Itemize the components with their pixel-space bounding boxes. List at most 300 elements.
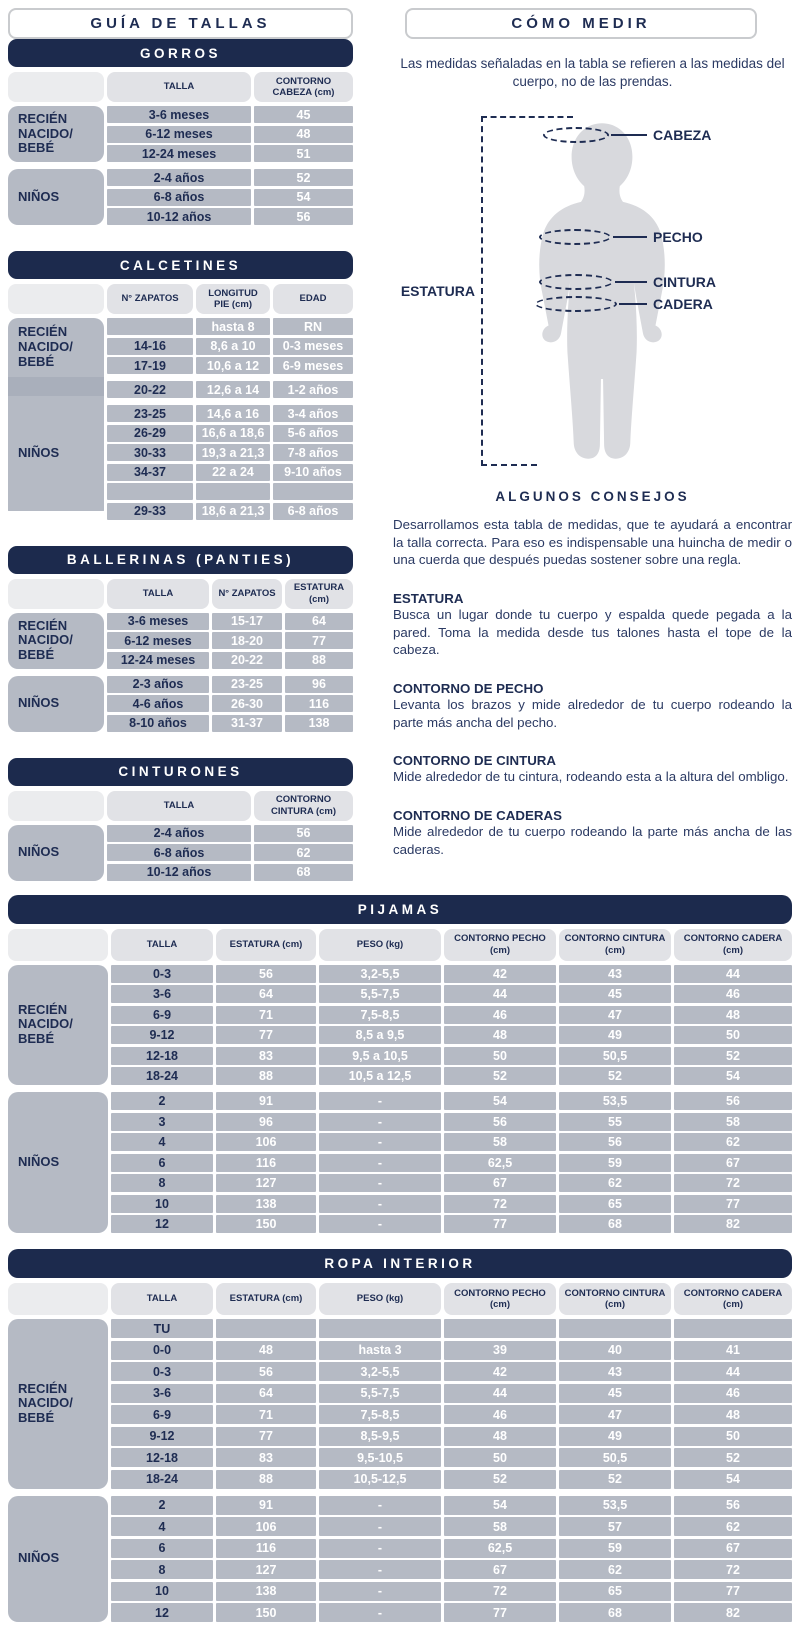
table-row: [107, 715, 353, 732]
cell: 150: [216, 1215, 316, 1233]
table-body: [8, 106, 353, 225]
cell: -: [319, 1560, 441, 1579]
cell: 64: [216, 1384, 316, 1403]
cell: -: [319, 1603, 441, 1622]
table-body: [8, 613, 353, 732]
cell: 52: [559, 1470, 671, 1489]
cell: 56: [254, 825, 353, 842]
table-row: [111, 1603, 792, 1622]
table-title-bar: PIJAMAS: [8, 895, 792, 924]
cell: 47: [559, 1405, 671, 1424]
cell: -: [319, 1195, 441, 1213]
cell: 62,5: [444, 1539, 556, 1558]
column-header: TALLA: [111, 1283, 213, 1315]
cell: 64: [285, 613, 353, 630]
group-label: NIÑOS: [8, 1092, 108, 1233]
hip-label: CADERA: [653, 295, 713, 312]
cell: 56: [674, 1496, 792, 1515]
cell: 72: [444, 1195, 556, 1213]
cell: 49: [559, 1026, 671, 1044]
table-row: [107, 169, 353, 186]
table-row: [111, 1341, 792, 1360]
cell: 88: [216, 1470, 316, 1489]
guide-title: GUÍA DE TALLAS: [90, 15, 271, 32]
column-header: TALLA: [107, 72, 251, 102]
table-row: [107, 189, 353, 206]
label-column: [8, 1319, 108, 1622]
column-header: PESO (kg): [319, 1283, 441, 1315]
table-row: [111, 1427, 792, 1446]
table-row: [111, 1026, 792, 1044]
table-body: [8, 965, 792, 1234]
table-row: [107, 613, 353, 630]
cell: 0-3: [111, 965, 213, 983]
chest-label-line: [613, 236, 647, 238]
cell: 62: [559, 1174, 671, 1192]
table-row: [107, 632, 353, 649]
cell: 0-3 meses: [273, 338, 353, 355]
corner-cell: [8, 929, 108, 961]
cell: 8,6 a 10: [196, 338, 270, 355]
cell: 56: [559, 1133, 671, 1151]
cell: 138: [216, 1195, 316, 1213]
cell: 67: [674, 1539, 792, 1558]
cell: 31-37: [212, 715, 282, 732]
section-estatura: [393, 591, 792, 659]
group-label: RECIÉN NACIDO/ BEBÉ: [8, 106, 104, 162]
cell: 77: [674, 1582, 792, 1601]
measure-intro-text: Las medidas señaladas en la tabla se refieren a las medidas del cuerpo, no de las prendas.: [400, 56, 785, 89]
column-header: CONTORNO CADERA (cm): [674, 929, 792, 961]
head-label-line: [611, 134, 647, 136]
section-title: CONTORNO DE CADERAS: [393, 807, 562, 823]
cell: 77: [216, 1427, 316, 1446]
table-header-row: [8, 284, 353, 314]
cell: [107, 318, 193, 335]
table-ropa-interior: [8, 1249, 792, 1622]
cell: 67: [444, 1174, 556, 1192]
cell: 10-12 años: [107, 208, 251, 225]
section-title: CONTORNO DE CINTURA: [393, 753, 557, 769]
cell: 67: [444, 1560, 556, 1579]
cell: -: [319, 1174, 441, 1192]
corner-cell: [8, 791, 104, 821]
table-row: [111, 1195, 792, 1213]
cell: 62,5: [444, 1154, 556, 1172]
table-row: [107, 338, 353, 355]
cell: 72: [674, 1174, 792, 1192]
corner-cell: [8, 72, 104, 102]
cell: 2-4 años: [107, 169, 251, 186]
cell: 8: [111, 1560, 213, 1579]
column-header: TALLA: [107, 579, 209, 609]
cell: 64: [216, 985, 316, 1003]
table-ballerinas: [8, 546, 353, 732]
column-header: TALLA: [111, 929, 213, 961]
cell: 116: [285, 695, 353, 712]
cell: 5-6 años: [273, 425, 353, 442]
section-contorno-cintura: [393, 753, 792, 786]
row-group: [107, 106, 353, 162]
cell: 54: [444, 1496, 556, 1515]
right-column: [353, 8, 792, 881]
table-row: [107, 464, 353, 481]
cell: 91: [216, 1496, 316, 1515]
row-group: [107, 405, 353, 520]
table-title-bar: CINTURONES: [8, 758, 353, 786]
height-dashed-line: [481, 116, 483, 466]
cell: 18-20: [212, 632, 282, 649]
column-header: PESO (kg): [319, 929, 441, 961]
table-row: [111, 1067, 792, 1085]
cell: 44: [444, 985, 556, 1003]
cell: 2-3 años: [107, 676, 209, 693]
body-measure-diagram: [393, 103, 792, 475]
cell: 67: [674, 1154, 792, 1172]
cell: 42: [444, 965, 556, 983]
table-row: [111, 1560, 792, 1579]
table-row: [107, 444, 353, 461]
table-row: [111, 1047, 792, 1065]
cell: 2: [111, 1092, 213, 1110]
cell: 62: [674, 1517, 792, 1536]
cell: 10: [111, 1195, 213, 1213]
section-text: Mide alrededor de tu cuerpo rodeando la parte más ancha de las caderas.: [393, 823, 792, 857]
cell: 127: [216, 1560, 316, 1579]
cell: 5,5-7,5: [319, 1384, 441, 1403]
cell: 77: [674, 1195, 792, 1213]
table-row: [107, 208, 353, 225]
cell: 8,5-9,5: [319, 1427, 441, 1446]
cell: 52: [254, 169, 353, 186]
cell: 54: [674, 1470, 792, 1489]
cell: 62: [559, 1560, 671, 1579]
table-header-row: [8, 791, 353, 821]
cell: 9-10 años: [273, 464, 353, 481]
cell: 16,6 a 18,6: [196, 425, 270, 442]
row-group: [111, 1092, 792, 1233]
column-header: N° ZAPATOS: [107, 284, 193, 314]
row-group: [107, 676, 353, 732]
cell: hasta 3: [319, 1341, 441, 1360]
cell: 6-9: [111, 1006, 213, 1024]
table-row: [107, 483, 353, 500]
table-body: [8, 318, 353, 520]
table-header-row: [8, 579, 353, 609]
cell: 23-25: [107, 405, 193, 422]
cell: -: [319, 1496, 441, 1515]
height-dashed-top-tick: [481, 116, 573, 118]
cell: 1-2 años: [273, 381, 353, 398]
label-column: [8, 825, 104, 881]
tips-text: Desarrollamos esta tabla de medidas, que te ayudará a encontrar la talla correcta. Para eso es indispensable una huincha de medir o una cuerda que después puedas sostener sobre una regla.: [393, 516, 792, 568]
section-title: ESTATURA: [393, 590, 464, 606]
cell: 56: [444, 1113, 556, 1131]
table-row: [111, 965, 792, 983]
table-row: [107, 126, 353, 143]
cell: 6-8 años: [107, 189, 251, 206]
height-label: ESTATURA: [400, 282, 475, 299]
cell: 96: [216, 1113, 316, 1131]
cell: 82: [674, 1215, 792, 1233]
column-header: ESTATURA (cm): [216, 1283, 316, 1315]
cell: 18,6 a 21,3: [196, 503, 270, 520]
cell: 52: [674, 1448, 792, 1467]
cell: 106: [216, 1133, 316, 1151]
cell: 62: [674, 1133, 792, 1151]
column-header: ESTATURA (cm): [216, 929, 316, 961]
table-row: [111, 985, 792, 1003]
group-label: NIÑOS: [8, 169, 104, 225]
section-text: Busca un lugar donde tu cuerpo y espalda quede pegada a la pared. Toma la medida desde tus talones hasta el tope de la cabeza.: [393, 606, 792, 658]
cell: 46: [444, 1405, 556, 1424]
cell: 48: [674, 1405, 792, 1424]
cell: 48: [216, 1341, 316, 1360]
cell: 6-8 años: [273, 503, 353, 520]
cell: 56: [254, 208, 353, 225]
cell: 10: [111, 1582, 213, 1601]
cell: 56: [216, 1362, 316, 1381]
cell: 59: [559, 1539, 671, 1558]
cell: 52: [559, 1067, 671, 1085]
cell: 12-18: [111, 1448, 213, 1467]
cell: 59: [559, 1154, 671, 1172]
cell: 44: [674, 965, 792, 983]
section-text: Mide alrededor de tu cintura, rodeando esta a la altura del ombligo.: [393, 769, 789, 785]
cell: 7-8 años: [273, 444, 353, 461]
cell: hasta 8: [196, 318, 270, 335]
cell: 46: [674, 1384, 792, 1403]
left-column: [8, 8, 353, 881]
column-header: CONTORNO CINTURA (cm): [559, 929, 671, 961]
rows-column: [107, 825, 353, 881]
group-label: NIÑOS: [8, 825, 104, 881]
cell: 6-8 años: [107, 844, 251, 861]
row-group: [107, 381, 353, 398]
cell: 83: [216, 1047, 316, 1065]
cell: [319, 1319, 441, 1338]
cell: 52: [444, 1067, 556, 1085]
cell: 68: [559, 1215, 671, 1233]
cell: 72: [444, 1582, 556, 1601]
cell: 8,5 a 9,5: [319, 1026, 441, 1044]
cell: 68: [254, 864, 353, 881]
table-header-row: [8, 1283, 792, 1315]
cell: 96: [285, 676, 353, 693]
cell: 3-6: [111, 1384, 213, 1403]
cell: 3-6: [111, 985, 213, 1003]
cell: 58: [444, 1133, 556, 1151]
cell: 2-4 años: [107, 825, 251, 842]
cell: 88: [285, 652, 353, 669]
cell: 50: [674, 1427, 792, 1446]
cell: 45: [559, 985, 671, 1003]
cell: 4: [111, 1133, 213, 1151]
table-body: [8, 825, 353, 881]
row-group: [111, 965, 792, 1086]
cell: 58: [674, 1113, 792, 1131]
rows-column: [107, 106, 353, 225]
group-label: RECIÉN NACIDO/ BEBÉ: [8, 613, 104, 669]
cell: 68: [559, 1603, 671, 1622]
table-row: [107, 652, 353, 669]
cell: 72: [674, 1560, 792, 1579]
table-row: [107, 425, 353, 442]
table-row: [111, 1174, 792, 1192]
table-header-row: [8, 72, 353, 102]
cell: 12-24 meses: [107, 145, 251, 162]
cell: 30-33: [107, 444, 193, 461]
cell: 57: [559, 1517, 671, 1536]
cell: 8: [111, 1174, 213, 1192]
table-row: [107, 145, 353, 162]
cell: RN: [273, 318, 353, 335]
table-row: [111, 1470, 792, 1489]
row-group: [111, 1319, 792, 1489]
cell: 82: [674, 1603, 792, 1622]
cell: 56: [216, 965, 316, 983]
cell: 51: [254, 145, 353, 162]
cell: 3-6 meses: [107, 613, 209, 630]
cell: 44: [444, 1384, 556, 1403]
table-title-bar: GORROS: [8, 39, 353, 67]
cell: 53,5: [559, 1496, 671, 1515]
table-row: [111, 1496, 792, 1515]
rows-column: [111, 1319, 792, 1622]
table-row: [111, 1006, 792, 1024]
table-pijamas: [8, 895, 792, 1234]
cell: 6: [111, 1154, 213, 1172]
section-contorno-caderas: [393, 808, 792, 858]
cell: 18-24: [111, 1067, 213, 1085]
cell: 20-22: [212, 652, 282, 669]
cell: 12: [111, 1215, 213, 1233]
cell: 8-10 años: [107, 715, 209, 732]
cell: 14-16: [107, 338, 193, 355]
cell: 4: [111, 1517, 213, 1536]
cell: 20-22: [107, 381, 193, 398]
cell: 40: [559, 1341, 671, 1360]
cell: 3-4 años: [273, 405, 353, 422]
head-label: CABEZA: [653, 126, 712, 143]
hip-measure-ellipse: [535, 296, 617, 312]
cell: 55: [559, 1113, 671, 1131]
cell: [273, 483, 353, 500]
cell: 10,6 a 12: [196, 357, 270, 374]
table-row: [107, 405, 353, 422]
waist-label: CINTURA: [653, 273, 716, 290]
cell: 29-33: [107, 503, 193, 520]
cell: 127: [216, 1174, 316, 1192]
table-row: [107, 825, 353, 842]
cell: 50,5: [559, 1047, 671, 1065]
cell: 49: [559, 1427, 671, 1446]
table-row: [111, 1133, 792, 1151]
cell: 10-12 años: [107, 864, 251, 881]
cell: 65: [559, 1195, 671, 1213]
cell: [196, 483, 270, 500]
cell: TU: [111, 1319, 213, 1338]
cell: 9-12: [111, 1026, 213, 1044]
cell: 3-6 meses: [107, 106, 251, 123]
table-row: [111, 1582, 792, 1601]
cell: 34-37: [107, 464, 193, 481]
table-row: [111, 1448, 792, 1467]
how-to-measure-title: CÓMO MEDIR: [511, 15, 651, 32]
table-row: [107, 357, 353, 374]
rows-column: [107, 613, 353, 732]
table-row: [111, 1517, 792, 1536]
cell: 48: [674, 1006, 792, 1024]
cell: 43: [559, 1362, 671, 1381]
section-contorno-pecho: [393, 681, 792, 731]
cell: 0-3: [111, 1362, 213, 1381]
cell: 9-12: [111, 1427, 213, 1446]
cell: 26-29: [107, 425, 193, 442]
cell: 46: [444, 1006, 556, 1024]
rows-column: [111, 965, 792, 1234]
cell: 56: [674, 1092, 792, 1110]
cell: 2: [111, 1496, 213, 1515]
cell: 9,5-10,5: [319, 1448, 441, 1467]
cell: 48: [444, 1427, 556, 1446]
cell: 39: [444, 1341, 556, 1360]
label-column: [8, 613, 104, 732]
cell: -: [319, 1092, 441, 1110]
table-row: [107, 844, 353, 861]
group-label: NIÑOS: [8, 676, 104, 732]
cell: 88: [216, 1067, 316, 1085]
table-title-bar: ROPA INTERIOR: [8, 1249, 792, 1278]
group-label: RECIÉN NACIDO/ BEBÉ: [8, 965, 108, 1086]
cell: 77: [285, 632, 353, 649]
child-silhouette: [497, 119, 707, 465]
cell: 150: [216, 1603, 316, 1622]
cell: 45: [254, 106, 353, 123]
cell: 9,5 a 10,5: [319, 1047, 441, 1065]
table-cinturones: [8, 758, 353, 881]
how-to-measure-title-box: [405, 8, 757, 39]
table-row: [107, 676, 353, 693]
table-row: [107, 864, 353, 881]
cell: 71: [216, 1405, 316, 1424]
group-label: NIÑOS: [8, 1496, 108, 1623]
cell: 54: [674, 1067, 792, 1085]
cell: 48: [444, 1026, 556, 1044]
group-label: RECIÉN NACIDO/ BEBÉ: [8, 1319, 108, 1489]
column-header: CONTORNO PECHO (cm): [444, 929, 556, 961]
cell: 65: [559, 1582, 671, 1601]
corner-cell: [8, 579, 104, 609]
table-row: [107, 106, 353, 123]
cell: 42: [444, 1362, 556, 1381]
chest-label: PECHO: [653, 228, 703, 245]
cell: 77: [216, 1026, 316, 1044]
cell: 43: [559, 965, 671, 983]
cell: 6-12 meses: [107, 126, 251, 143]
table-row: [111, 1319, 792, 1338]
cell: 18-24: [111, 1470, 213, 1489]
cell: 10,5 a 12,5: [319, 1067, 441, 1085]
cell: 6-9: [111, 1405, 213, 1424]
cell: 54: [444, 1092, 556, 1110]
table-row: [107, 381, 353, 398]
cell: 3,2-5,5: [319, 1362, 441, 1381]
table-row: [111, 1092, 792, 1110]
table-row: [107, 695, 353, 712]
group-label: RECIÉN NACIDO/ BEBÉ: [8, 318, 104, 377]
cell: 3: [111, 1113, 213, 1131]
